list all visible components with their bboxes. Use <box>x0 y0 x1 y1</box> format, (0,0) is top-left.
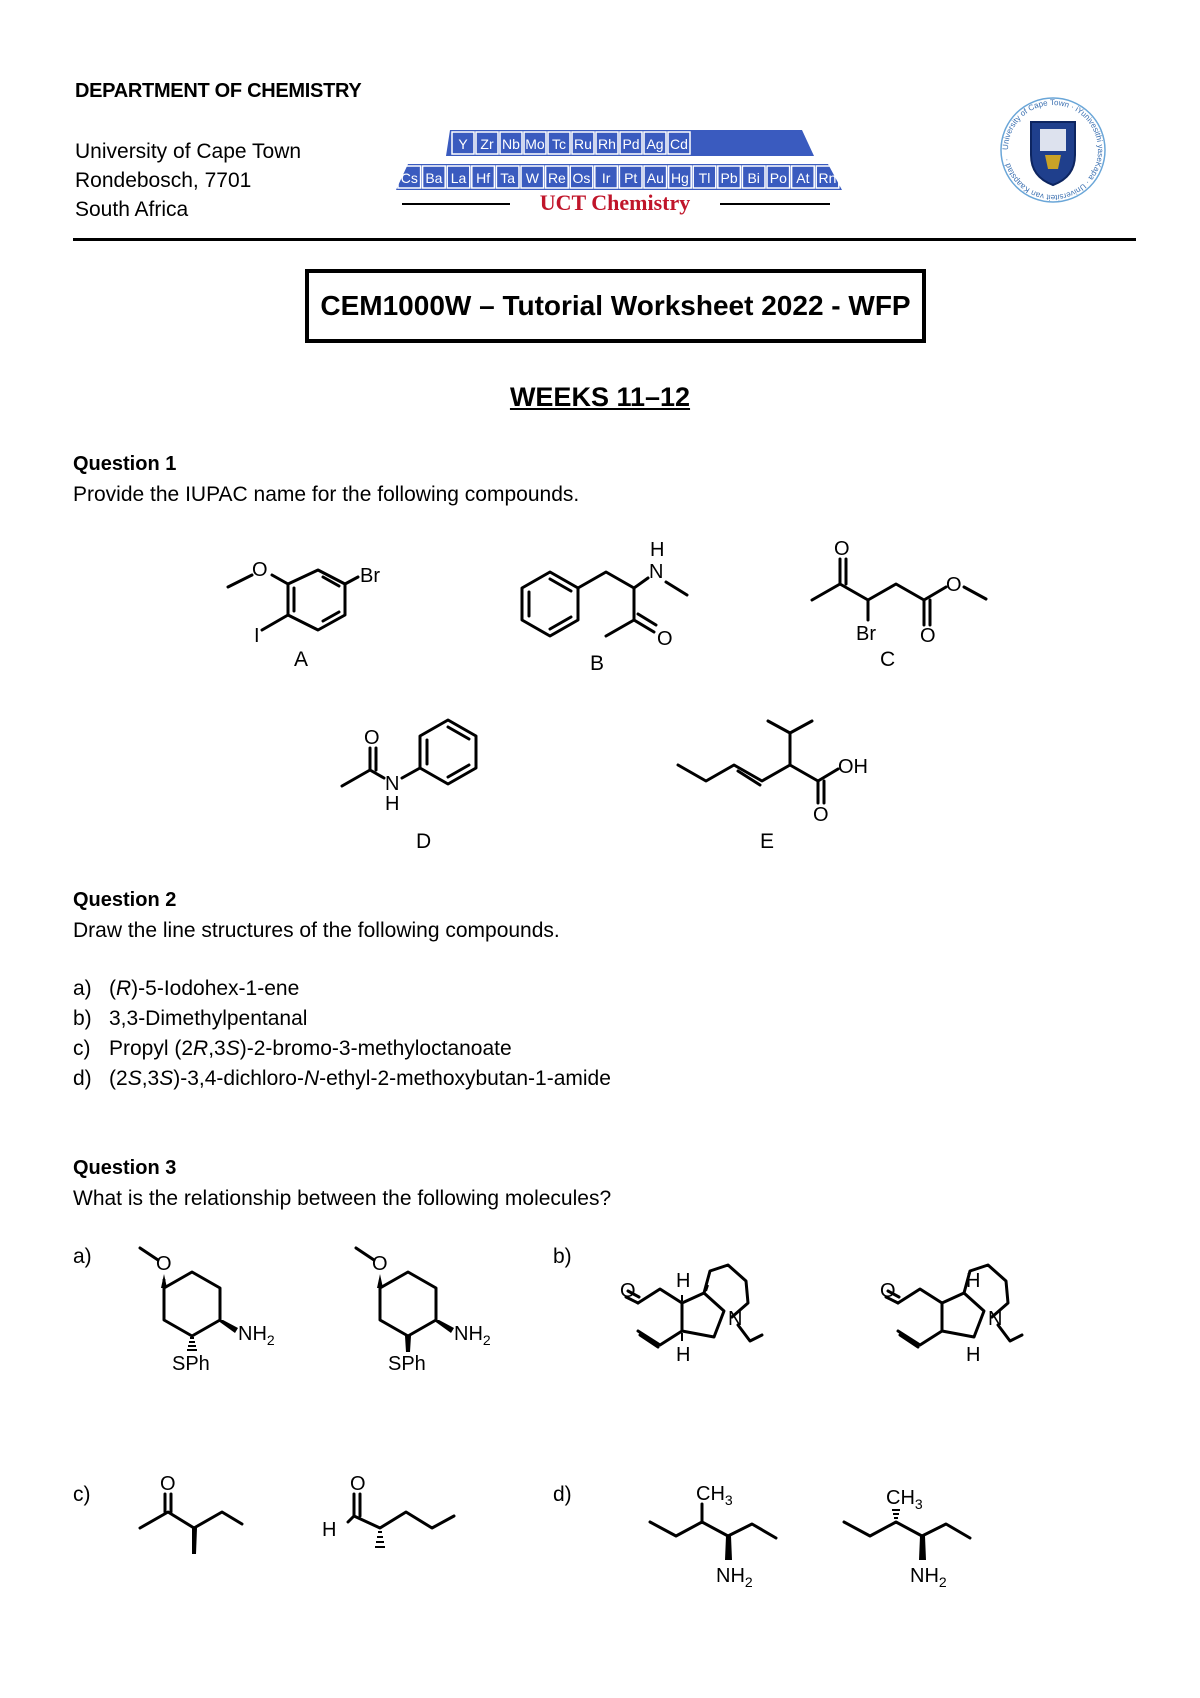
q2-item-d <box>73 1067 611 1091</box>
item-text: -ethyl-2-methoxybutan-1-amide <box>319 1067 611 1090</box>
atom-label: $NH_2$ <box>454 1323 491 1348</box>
compound-label-e: E <box>760 830 775 853</box>
logo-element-symbol: Mo <box>525 136 545 152</box>
q3d-molecule-1 <box>640 1470 800 1600</box>
logo-element-symbol: Cs <box>400 170 418 186</box>
compound-label-a: A <box>294 648 309 671</box>
item-number: b) <box>73 1007 92 1030</box>
stereo-descriptor: S <box>225 1037 240 1060</box>
compound-label-d: D <box>416 830 432 853</box>
atom-label: H <box>676 1270 691 1292</box>
page-title-text: CEM1000W – Tutorial Worksheet 2022 - WFP <box>320 290 911 321</box>
q3b-molecule-1 <box>620 1255 830 1385</box>
logo-element-symbol: Pt <box>624 170 638 186</box>
atom-label: O <box>813 804 829 826</box>
logo-element-symbol: Pb <box>720 170 738 186</box>
logo-text: UCT Chemistry <box>539 190 691 215</box>
logo-element-symbol: Ta <box>500 170 516 186</box>
logo-element-symbol: Rh <box>598 136 616 152</box>
uct-seal-logo <box>998 95 1108 205</box>
compound-label-c: C <box>880 648 896 671</box>
atom-label: O <box>372 1253 388 1275</box>
atom-label: O <box>834 538 850 560</box>
q3c-molecule-1 <box>130 1470 260 1580</box>
atom-label: O <box>946 574 962 596</box>
logo-element-symbol: Re <box>547 170 566 186</box>
logo-element-symbol: Ir <box>601 170 611 186</box>
q2-item-a <box>73 977 299 1001</box>
q2-text: Draw the line structures of the following compounds. <box>73 919 560 942</box>
molecule-d <box>330 720 510 830</box>
address-line: South Africa <box>75 198 189 221</box>
logo-element-symbol: La <box>450 170 467 186</box>
seal-text: University of Cape Town · iYunivesithi yaseKapa · Universiteit van Kaapstad · <box>1000 97 1106 203</box>
q3-label-c: c) <box>73 1483 91 1506</box>
logo-element-symbol: Ru <box>574 136 592 152</box>
atom-label: H <box>966 1344 981 1366</box>
logo-element-symbol: Ag <box>646 136 664 152</box>
item-text: (2 <box>109 1067 128 1090</box>
logo-element-symbol: Tl <box>698 170 711 186</box>
atom-label: N <box>728 1308 743 1330</box>
stereo-descriptor: R <box>116 977 132 1000</box>
atom-label: O <box>620 1280 636 1302</box>
atom-label: $CH_3$ <box>696 1483 733 1508</box>
molecule-c <box>800 535 1000 665</box>
q3-heading: Question 3 <box>73 1157 177 1179</box>
item-text: 3,3-Dimethylpentanal <box>109 1007 308 1030</box>
logo-element-symbol: Rn <box>818 170 837 186</box>
item-text: )-2-bromo-3-methyloctanoate <box>239 1037 512 1060</box>
logo-element-symbol: Au <box>646 170 664 186</box>
crest-anchor-icon <box>1040 129 1066 151</box>
q3-text: What is the relationship between the following molecules? <box>73 1187 612 1210</box>
atom-label: O <box>364 727 380 749</box>
logo-element-symbol: Os <box>572 170 591 186</box>
atom-label: H <box>676 1344 691 1366</box>
q2-heading: Question 2 <box>73 889 177 911</box>
weeks-heading <box>0 382 1200 413</box>
q3-label-a: a) <box>73 1245 92 1268</box>
atom-label: O <box>252 559 268 581</box>
q3-label-d: d) <box>553 1483 572 1506</box>
logo-element-symbol: Tc <box>552 136 566 152</box>
q3c-molecule-2 <box>322 1470 472 1580</box>
logo-element-symbol: Po <box>769 170 787 186</box>
atom-label: Br <box>360 565 380 587</box>
logo-element-symbol: Zr <box>480 136 494 152</box>
atom-label: N <box>649 561 664 583</box>
atom-label: O <box>350 1473 366 1495</box>
item-text: )-5-Iodohex-1-ene <box>131 977 300 1000</box>
atom-label: O <box>156 1253 172 1275</box>
logo-element-symbol: Bi <box>747 170 760 186</box>
atom-label: SPh <box>388 1353 426 1375</box>
q3a-molecule-1 <box>130 1240 275 1385</box>
atom-label: I <box>254 625 260 647</box>
stereo-descriptor: S <box>127 1067 142 1090</box>
atom-label: O <box>160 1473 176 1495</box>
q3-label-b: b) <box>553 1245 572 1268</box>
atom-label: O <box>657 628 673 650</box>
atom-label: O <box>920 625 936 647</box>
atom-label: H <box>385 793 400 815</box>
item-text: ( <box>109 977 116 1000</box>
atom-label: SPh <box>172 1353 210 1375</box>
q3b-molecule-2 <box>880 1255 1090 1385</box>
q2-item-c <box>73 1037 512 1061</box>
address-line: Rondebosch, 7701 <box>75 169 252 192</box>
uct-chemistry-logo <box>390 126 850 218</box>
stereo-descriptor: N <box>303 1067 320 1090</box>
department-name: DEPARTMENT OF CHEMISTRY <box>75 80 362 102</box>
atom-label: N <box>385 773 400 795</box>
logo-element-symbol: At <box>796 170 810 186</box>
item-text: )-3,4-dichloro- <box>173 1067 304 1090</box>
page-title <box>305 269 926 343</box>
atom-label: H <box>322 1519 337 1541</box>
address-block <box>75 137 301 224</box>
atom-label: OH <box>838 756 868 778</box>
q2-item-b <box>73 1007 307 1031</box>
q1-text: Provide the IUPAC name for the following compounds. <box>73 483 580 506</box>
item-number: a) <box>73 977 92 1000</box>
item-number: c) <box>73 1037 91 1060</box>
address-line: University of Cape Town <box>75 140 302 163</box>
q3a-molecule-2 <box>346 1240 491 1385</box>
molecule-b <box>510 540 710 670</box>
item-number: d) <box>73 1067 92 1090</box>
atom-label: $NH_2$ <box>716 1565 753 1590</box>
q3d-molecule-2 <box>834 1470 994 1600</box>
atom-label: $NH_2$ <box>238 1323 275 1348</box>
logo-element-symbol: W <box>525 170 539 186</box>
atom-label: O <box>880 1280 896 1302</box>
weeks-text: WEEKS 11–12 <box>509 382 691 412</box>
item-text: ,3 <box>208 1037 226 1060</box>
atom-label: $NH_2$ <box>910 1565 947 1590</box>
logo-element-symbol: Nb <box>502 136 520 152</box>
item-text: ,3 <box>141 1067 160 1090</box>
logo-element-symbol: Ba <box>425 170 443 186</box>
logo-element-symbol: Hg <box>670 170 689 186</box>
logo-element-symbol: Cd <box>670 136 688 152</box>
header-divider <box>73 238 1136 241</box>
molecule-e <box>670 705 890 830</box>
atom-label: N <box>988 1308 1003 1330</box>
atom-label: H <box>650 539 665 561</box>
stereo-descriptor: S <box>159 1067 174 1090</box>
item-text: Propyl (2 <box>109 1037 194 1060</box>
logo-element-symbol: Y <box>458 136 468 152</box>
atom-label: H <box>966 1270 981 1292</box>
atom-label: Br <box>856 623 876 645</box>
compound-label-b: B <box>590 652 605 675</box>
q1-heading: Question 1 <box>73 453 177 475</box>
logo-element-symbol: Pd <box>622 136 640 152</box>
stereo-descriptor: R <box>193 1037 209 1060</box>
atom-label: $CH_3$ <box>886 1487 923 1512</box>
logo-element-symbol: Hf <box>476 170 491 186</box>
